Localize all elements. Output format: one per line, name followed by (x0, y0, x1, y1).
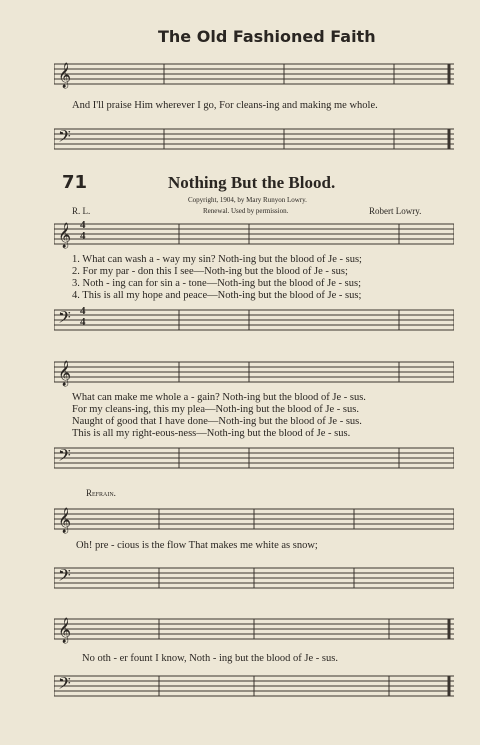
refrain-lyric-2: No oth - er fount I know, Noth - ing but the blood of Je - sus. (82, 653, 338, 664)
author-initials: R. L. (72, 206, 91, 216)
composer: Robert Lowry. (369, 206, 422, 216)
system1-lyric-2: 2. For my par - don this I see—Noth-ing but the blood of Je - sus; (72, 266, 348, 277)
svg-text:𝄢: 𝄢 (58, 567, 71, 589)
refrain-lyric-1: Oh! pre - cious is the flow That makes me white as snow; (76, 540, 318, 551)
svg-text:𝄞: 𝄞 (58, 617, 72, 642)
svg-text:𝄞: 𝄞 (58, 360, 72, 385)
system1-bass-staff (54, 306, 454, 338)
refrain-label: Refrain. (86, 488, 116, 498)
time-sig-top-bass: 4 (80, 305, 86, 317)
system1-treble-staff (54, 220, 454, 252)
system1-lyric-3: 3. Noth - ing can for sin a - tone—Noth-ing but the blood of Je - sus; (72, 278, 361, 289)
svg-text:𝄞: 𝄞 (58, 222, 72, 247)
refrain2-treble-staff (54, 615, 454, 647)
system2-bass-staff (54, 444, 454, 476)
time-sig-top-treble: 4 (80, 219, 86, 231)
svg-text:𝄢: 𝄢 (58, 447, 71, 469)
prev-hymn-lyric: And I'll praise Him wherever I go, For cleans-ing and making me whole. (72, 100, 378, 111)
renewal-notice: Renewal. Used by permission. (203, 207, 289, 215)
copyright-notice: Copyright, 1904, by Mary Runyon Lowry. (188, 196, 307, 204)
svg-text:𝄢: 𝄢 (58, 128, 71, 150)
svg-text:𝄞: 𝄞 (58, 62, 72, 87)
svg-text:𝄞: 𝄞 (58, 507, 72, 532)
system2-lyric-4: This is all my right-eous-ness—Noth-ing but the blood of Je - sus. (72, 428, 351, 439)
hymn-number: 71 (62, 172, 88, 193)
refrain1-bass-staff (54, 564, 454, 596)
system2-lyric-3: Naught of good that I have done—Noth-ing but the blood of Je - sus. (72, 416, 362, 427)
staff-lines (54, 60, 454, 90)
system1-lyric-4: 4. This is all my hope and peace—Noth-ing but the blood of Je - sus; (72, 290, 362, 301)
prev-hymn-treble-staff (54, 60, 454, 90)
refrain1-treble-staff (54, 505, 454, 537)
prev-hymn-title: The Old Fashioned Faith (158, 27, 376, 46)
time-sig-bottom-bass: 4 (80, 316, 86, 328)
system2-lyric-2: For my cleans-ing, this my plea—Noth-ing but the blood of Je - sus. (72, 404, 359, 415)
svg-text:𝄢: 𝄢 (58, 675, 71, 697)
svg-text:𝄢: 𝄢 (58, 309, 71, 331)
system2-lyric-1: What can make me whole a - gain? Noth-ing but the blood of Je - sus. (72, 392, 366, 403)
time-sig-bottom-treble: 4 (80, 230, 86, 242)
prev-hymn-bass-staff (54, 125, 454, 155)
refrain2-bass-staff (54, 672, 454, 704)
hymn-title: Nothing But the Blood. (168, 173, 336, 192)
system2-treble-staff (54, 358, 454, 390)
system1-lyric-1: 1. What can wash a - way my sin? Noth-ing but the blood of Je - sus; (72, 254, 362, 265)
